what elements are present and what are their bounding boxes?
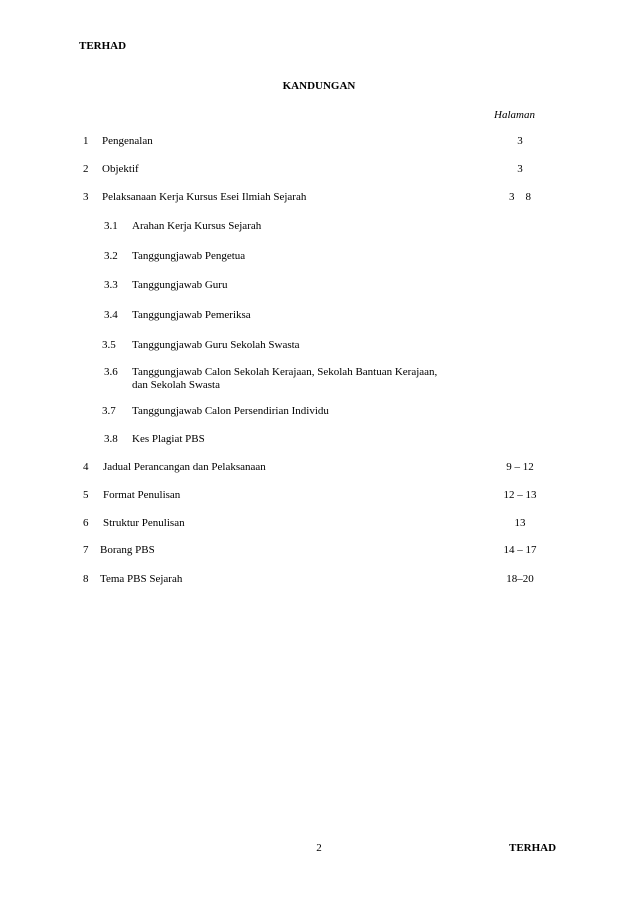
toc-entry — [0, 489, 638, 507]
toc-entry-page: 14 – 17 — [503, 544, 537, 556]
toc-entry-page: 18–20 — [506, 573, 534, 585]
toc-entry-number: 3 — [83, 191, 89, 203]
toc-entry-label: Borang PBS — [100, 544, 155, 556]
toc-entry — [0, 461, 638, 479]
toc-entry-number: 8 — [83, 573, 89, 585]
toc-entry-label: Tema PBS Sejarah — [100, 573, 183, 585]
toc-subentry-number: 3.1 — [104, 220, 118, 232]
toc-entry-number: 1 — [83, 135, 89, 147]
toc-entry-label: Pengenalan — [102, 135, 153, 147]
toc-entry-number: 6 — [83, 517, 89, 529]
toc-subentry-number: 3.5 — [102, 339, 116, 351]
toc-entry-page: 9 – 12 — [506, 461, 534, 473]
footer-classification: TERHAD — [509, 842, 557, 854]
toc-entry — [0, 191, 638, 209]
toc-subentry-number: 3.4 — [104, 309, 118, 321]
toc-entry — [0, 163, 638, 181]
toc-subentry — [0, 433, 638, 451]
toc-subentry — [0, 279, 638, 297]
toc-subentry-label-continued: dan Sekolah Swasta — [132, 379, 220, 391]
toc-subentry-label: Tanggungjawab Pemeriksa — [132, 309, 251, 321]
toc-entry-label: Objektif — [102, 163, 139, 175]
toc-entry-page: 3 — [517, 135, 523, 147]
toc-subentry — [0, 220, 638, 238]
toc-subentry-label: Kes Plagiat PBS — [132, 433, 205, 445]
toc-subentry-number: 3.3 — [104, 279, 118, 291]
toc-entry — [0, 517, 638, 535]
toc-subentry-label: Tanggungjawab Calon Sekolah Kerajaan, Sekolah Bantuan Kerajaan, — [132, 366, 438, 378]
toc-subentry-number: 3.7 — [102, 405, 116, 417]
toc-subentry — [0, 250, 638, 268]
toc-entry-page: 3 8 — [509, 191, 531, 203]
toc-subentry — [0, 405, 638, 423]
toc-entry-number: 7 — [83, 544, 89, 556]
toc-entry-number: 4 — [83, 461, 89, 473]
toc-subentry-number: 3.2 — [104, 250, 118, 262]
toc-subentry-label: Tanggungjawab Guru — [132, 279, 228, 291]
toc-subentry-number: 3.8 — [104, 433, 118, 445]
toc-subentry-label: Arahan Kerja Kursus Sejarah — [132, 220, 262, 232]
toc-entry-number: 5 — [83, 489, 89, 501]
toc-entry-page: 13 — [514, 517, 526, 529]
toc-entry-label: Struktur Penulisan — [103, 517, 185, 529]
toc-entry-page: 3 — [517, 163, 523, 175]
page-title: KANDUNGAN — [282, 80, 356, 92]
toc-entry — [0, 573, 638, 591]
toc-subentry — [0, 366, 638, 396]
toc-entry-page: 12 – 13 — [503, 489, 537, 501]
toc-entry — [0, 135, 638, 153]
toc-entry-number: 2 — [83, 163, 89, 175]
toc-subentry-number: 3.6 — [104, 366, 118, 378]
header-classification: TERHAD — [79, 40, 127, 52]
page-column-label: Halaman — [494, 109, 535, 121]
toc-subentry — [0, 339, 638, 357]
toc-subentry — [0, 309, 638, 327]
toc-subentry-label: Tanggungjawab Guru Sekolah Swasta — [132, 339, 300, 351]
toc-entry-label: Format Penulisan — [103, 489, 181, 501]
toc-entry-label: Pelaksanaan Kerja Kursus Esei Ilmiah Sejarah — [102, 191, 307, 203]
toc-subentry-label: Tanggungjawab Pengetua — [132, 250, 246, 262]
toc-subentry-label: Tanggungjawab Calon Persendirian Individu — [132, 405, 329, 417]
footer-page-number: 2 — [316, 842, 322, 854]
toc-entry — [0, 544, 638, 562]
toc-entry-label: Jadual Perancangan dan Pelaksanaan — [103, 461, 266, 473]
